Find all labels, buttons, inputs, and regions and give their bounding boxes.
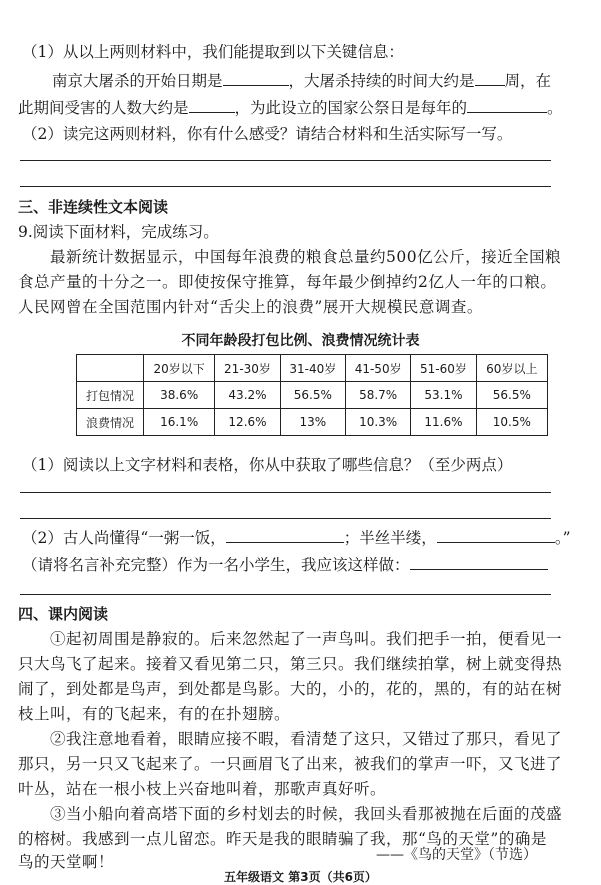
blank-proverb-2[interactable]: [437, 527, 555, 543]
blank-duration[interactable]: [475, 70, 505, 86]
paragraph-line: 枝上叫，有的飞起来，有的在扑翅膀。: [18, 705, 291, 723]
answer-line[interactable]: [20, 160, 551, 161]
table-cell: 58.7%: [345, 382, 410, 409]
q9-sub2-text-a: （2）古人尚懂得“一粥一饭，: [22, 529, 226, 547]
paragraph-line: 食总产量的十分之一。即使按保守推算，每年最少倒掉约2亿人一年的口粮。: [18, 273, 557, 291]
source-citation: ——《鸟的天堂》（节选）: [376, 847, 537, 863]
answer-line[interactable]: [20, 518, 551, 519]
q8-sentence-line2: [18, 97, 563, 118]
paragraph-line: 鸟的天堂啊！: [18, 853, 115, 871]
stats-table: [76, 354, 548, 436]
q8-sub2: （2）读完这两则材料，你有什么感受？请结合材料和生活实际写一写。: [22, 125, 513, 143]
row-header: 浪费情况: [77, 409, 144, 436]
section3-heading: 三、非连续性文本阅读: [18, 198, 169, 216]
table-cell: 13%: [280, 409, 345, 436]
q8-text-a: 南京大屠杀的开始日期是: [52, 72, 223, 90]
q9-sub2-line2: [22, 554, 548, 575]
paragraph-line: 叶丛，站在一根小枝上兴奋地叫着，那歌声真好听。: [18, 780, 387, 798]
column-header: 21-30岁: [215, 355, 280, 382]
q8-sub1: （1）从以上两则材料中，我们能提取到以下关键信息：: [22, 43, 404, 61]
q8-text-b: ，大屠杀持续的时间大约是: [288, 72, 475, 90]
q8-text-c: 周，在: [504, 72, 552, 90]
answer-line[interactable]: [20, 594, 551, 595]
q9-sub2-text-c: 。”: [554, 529, 571, 547]
paragraph-line: ③当小船向着高塔下面的乡村划去的时候，我回头看那被抛在后面的茂盛: [50, 805, 563, 823]
table-cell: 10.3%: [345, 409, 410, 436]
q8-text-f: 。: [547, 99, 563, 117]
paragraph-line: ①起初周围是静寂的。后来忽然起了一声鸟叫。我们把手一拍，便看见一: [50, 630, 563, 648]
q9-sub2-line1: [22, 527, 571, 548]
table-cell: 53.1%: [411, 382, 476, 409]
table-cell: 10.5%: [476, 409, 547, 436]
table-corner-cell: [77, 355, 144, 382]
blank-proverb-1[interactable]: [226, 527, 344, 543]
paragraph-line: 那只，另一只又飞起来了。一只画眉飞了出来，被我们的掌声一吓，又飞进了: [18, 755, 563, 773]
page-footer: 五年级语文 第3页（共6页）: [224, 870, 377, 884]
table-cell: 56.5%: [280, 382, 345, 409]
blank-victims[interactable]: [189, 97, 235, 113]
section4-heading: 四、课内阅读: [18, 605, 109, 623]
q9-sub1: （1）阅读以上文字材料和表格，你从中获取了哪些信息？（至少两点）: [22, 456, 513, 474]
q8-sentence-line1: [52, 70, 551, 91]
q8-text-e: ，为此设立的国家公祭日是每年的: [234, 99, 468, 117]
column-header: 20岁以下: [144, 355, 215, 382]
table-cell: 56.5%: [476, 382, 547, 409]
row-header: 打包情况: [77, 382, 144, 409]
table-cell: 38.6%: [144, 382, 215, 409]
table-cell: 43.2%: [215, 382, 280, 409]
q8-text-d: 此期间受害的人数大约是: [18, 99, 189, 117]
column-header: 51-60岁: [411, 355, 476, 382]
table-cell: 11.6%: [411, 409, 476, 436]
table-row: [77, 382, 548, 409]
paragraph-line: 闹了，到处都是鸟声，到处都是鸟影。大的，小的，花的，黑的，有的站在树: [18, 680, 563, 698]
paragraph-line: 的榕树。我感到一点儿留恋。昨天是我的眼睛骗了我，那“鸟的天堂”的确是: [18, 830, 547, 848]
q9-sub2-text-d: （请将名言补充完整）作为一名小学生，我应该这样做：: [22, 556, 410, 574]
q9-sub2-text-b: ；半丝半缕，: [343, 529, 437, 547]
paragraph-line: 最新统计数据显示，中国每年浪费的粮食总量约500亿公斤，接近全国粮: [50, 248, 562, 266]
column-header: 60岁以上: [476, 355, 547, 382]
paragraph-line: 人民网曾在全国范围内针对“舌尖上的浪费”展开大规模民意调查。: [18, 298, 483, 316]
table-cell: 16.1%: [144, 409, 215, 436]
paragraph-line: ②我注意地看着，眼睛应接不暇，看清楚了这只，又错过了那只，看见了: [50, 730, 563, 748]
q9-prompt: 9.阅读下面材料，完成练习。: [18, 223, 219, 241]
table-cell: 12.6%: [215, 409, 280, 436]
answer-line[interactable]: [20, 492, 551, 493]
blank-my-action[interactable]: [410, 554, 548, 570]
paragraph-line: 只大鸟飞了起来。接着又看见第二只，第三只。我们继续拍掌，树上就变得热: [18, 655, 563, 673]
blank-memorial-day[interactable]: [467, 97, 547, 113]
answer-line[interactable]: [20, 186, 551, 187]
table-header-row: [77, 355, 548, 382]
column-header: 41-50岁: [345, 355, 410, 382]
column-header: 31-40岁: [280, 355, 345, 382]
table-row: [77, 409, 548, 436]
blank-start-date[interactable]: [223, 70, 289, 86]
table-title: 不同年龄段打包比例、浪费情况统计表: [181, 333, 420, 349]
